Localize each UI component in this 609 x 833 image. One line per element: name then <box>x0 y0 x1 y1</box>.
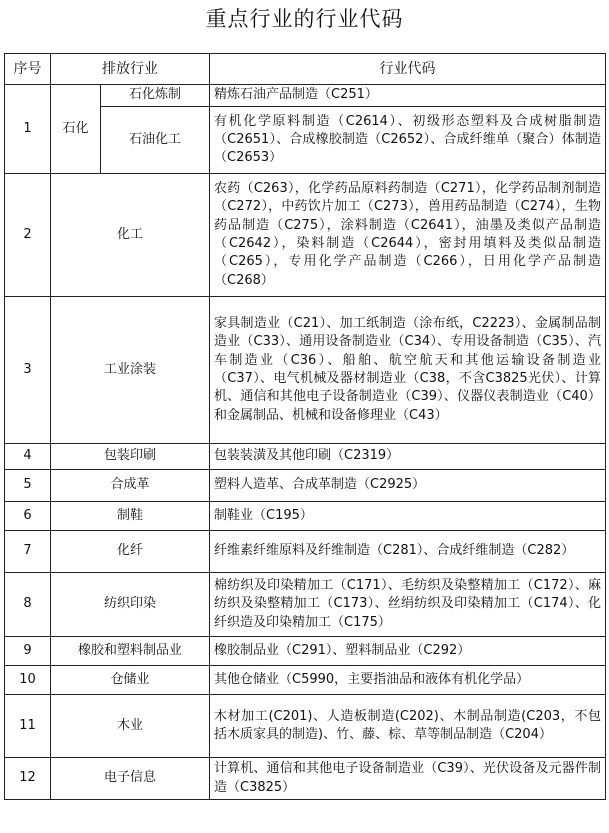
table-row <box>5 573 606 637</box>
cell-code: 塑料人造革、合成革制造（C2925） <box>210 470 606 502</box>
cell-seq: 9 <box>5 637 51 666</box>
cell-seq: 4 <box>5 444 51 470</box>
table-row <box>5 297 606 444</box>
cell-sub-industry: 石油化工 <box>101 107 210 174</box>
cell-industry: 纺织印染 <box>51 573 210 637</box>
industry-code-table <box>4 53 606 800</box>
table-row <box>5 666 606 695</box>
cell-code: 包装装潢及其他印刷（C2319） <box>210 444 606 470</box>
cell-code: 纤维素纤维原料及纤维制造（C281）、合成纤维制造（C282） <box>210 531 606 573</box>
table-row <box>5 470 606 502</box>
cell-seq: 11 <box>5 695 51 758</box>
cell-code: 有机化学原料制造（C2614）、初级形态塑料及合成树脂制造（C2651）、合成橡胶制造（C2652）、合成纤维单（聚合）体制造（C2653） <box>210 107 606 174</box>
cell-industry: 工业涂装 <box>51 297 210 444</box>
cell-industry: 制鞋 <box>51 502 210 531</box>
cell-code: 棉纺织及印染精加工（C171）、毛纺织及染整精加工（C172）、麻纺织及染整精加工（C173）、丝绢纺织及印染精加工（C174）、化纤织造及印染精加工（C175） <box>210 573 606 637</box>
cell-industry: 化工 <box>51 174 210 297</box>
header-industry: 排放行业 <box>51 54 210 85</box>
table-row <box>5 637 606 666</box>
cell-industry: 橡胶和塑料制品业 <box>51 637 210 666</box>
cell-code: 橡胶制品业（C291）、塑料制品业（C292） <box>210 637 606 666</box>
table-row <box>5 85 606 107</box>
cell-code: 计算机、通信和其他电子设备制造业（C39）、光伏设备及元器件制造（C3825） <box>210 758 606 800</box>
page-title: 重点行业的行业代码 <box>205 7 404 31</box>
cell-industry: 木业 <box>51 695 210 758</box>
cell-seq: 1 <box>5 85 51 174</box>
cell-code: 木材加工(C201)、人造板制造(C202)、木制品制造(C203，不包括木质家具的制造)、竹、藤、棕、草等制品制造（C204） <box>210 695 606 758</box>
cell-seq: 10 <box>5 666 51 695</box>
table-row <box>5 695 606 758</box>
cell-industry: 包装印刷 <box>51 444 210 470</box>
table-row <box>5 174 606 297</box>
table-row <box>5 758 606 800</box>
cell-code: 制鞋业（C195） <box>210 502 606 531</box>
table-row <box>5 502 606 531</box>
header-code: 行业代码 <box>210 54 606 85</box>
cell-seq: 8 <box>5 573 51 637</box>
header-seq: 序号 <box>5 54 51 85</box>
cell-seq: 6 <box>5 502 51 531</box>
cell-code: 其他仓储业（C5990，主要指油品和液体有机化学品） <box>210 666 606 695</box>
cell-industry: 仓储业 <box>51 666 210 695</box>
table-header-row <box>5 54 606 85</box>
cell-seq: 2 <box>5 174 51 297</box>
cell-industry: 石化 <box>51 85 101 174</box>
cell-industry: 电子信息 <box>51 758 210 800</box>
cell-seq: 7 <box>5 531 51 573</box>
cell-seq: 5 <box>5 470 51 502</box>
cell-seq: 12 <box>5 758 51 800</box>
table-row <box>5 531 606 573</box>
cell-industry: 化纤 <box>51 531 210 573</box>
cell-industry: 合成革 <box>51 470 210 502</box>
cell-code: 农药（C263），化学药品原料药制造（C271），化学药品制剂制造（C272），中药饮片加工（C273），兽用药品制造（C274），生物药品制造（C275），涂料制造（C2641），油墨及类似产品制造（C2642），染料制造（C2644），密封用填料及类似品制造（C265），专用化学产品制造（C266），日用化学产品制造（C268） <box>210 174 606 297</box>
cell-code: 精炼石油产品制造（C251） <box>210 85 606 107</box>
table-row <box>5 444 606 470</box>
cell-seq: 3 <box>5 297 51 444</box>
cell-code: 家具制造业（C21）、加工纸制造（涂布纸，C2223）、金属制品制造业（C33）、通用设备制造业（C34）、专用设备制造（C35）、汽车制造业（C36）、船舶、航空航天和其他运输设备制造业（C37）、电气机械及器材制造业（C38，不含C3825光伏）、计算机、通信和其他电子设备制造业（C39）、仪器仪表制造业（C40）和金属制品、机械和设备修理业（C43） <box>210 297 606 444</box>
cell-sub-industry: 石化炼制 <box>101 85 210 107</box>
